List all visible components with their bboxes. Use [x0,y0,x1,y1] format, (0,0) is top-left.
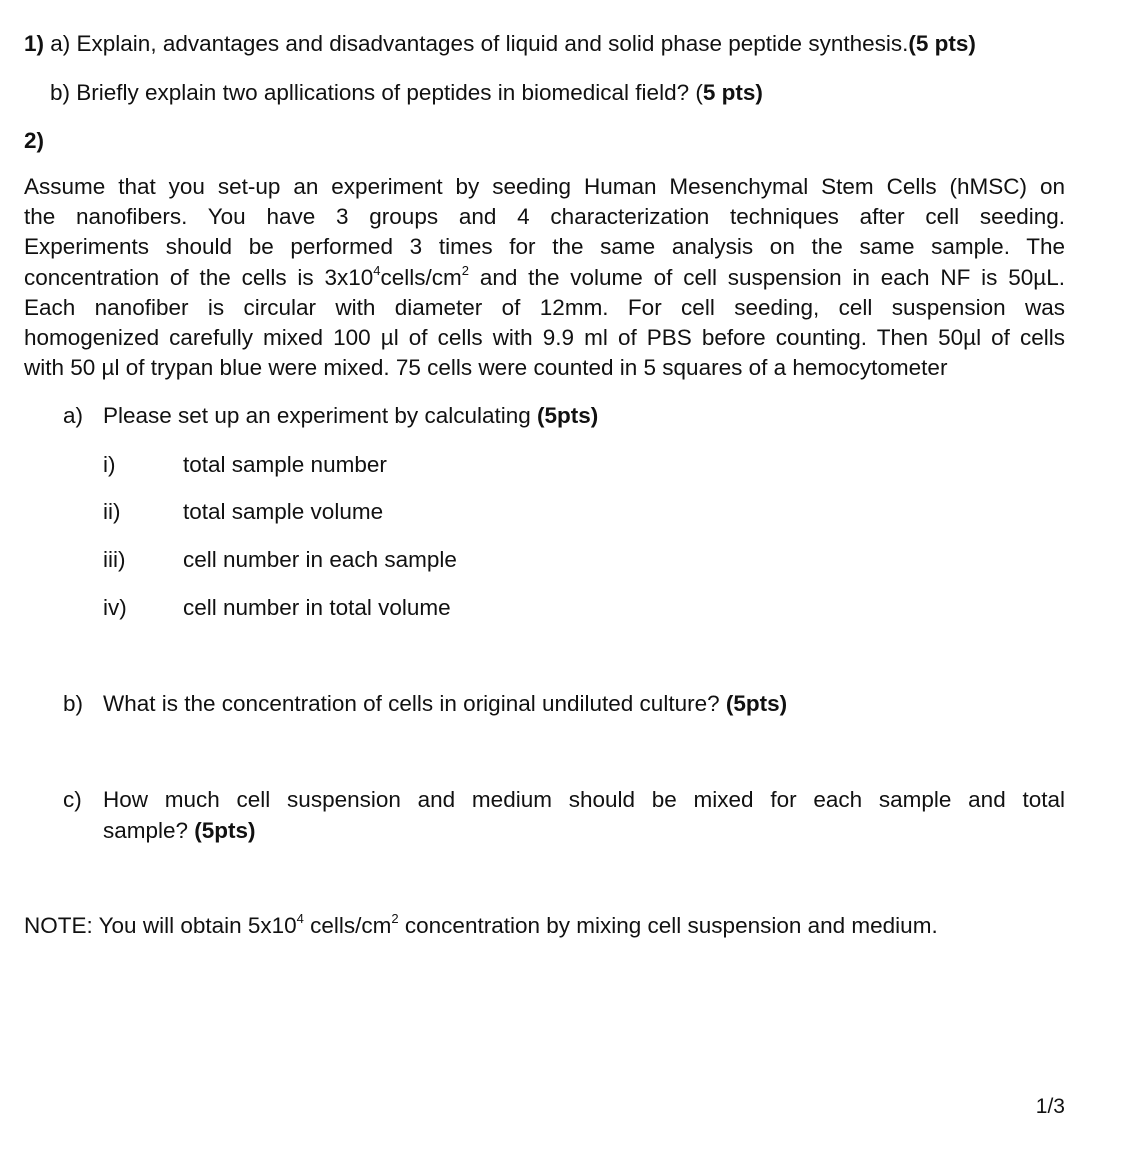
q2b-label: b) [63,691,84,716]
q2c-text-line-2 [103,817,256,845]
q2a-item-1-num: i) [103,452,116,477]
q2-para-line-4 [24,264,1065,292]
q2-para-line-4c: and the volume of cell suspension in each NF is 50µL. [469,265,1065,290]
q1a-points: (5 pts) [908,31,976,56]
q2a-item-3-text: cell number in each sample [183,547,457,572]
q2b-text: What is the concentration of cells in original undiluted culture? [103,691,726,716]
q2a-points: (5pts) [537,403,599,428]
q2a-item-3-num: iii) [103,547,126,572]
q1-number: 1) [24,31,45,56]
q2b-points: (5pts) [725,691,788,716]
superscript-square: 2 [461,262,469,278]
q2-para-line-4b: cells/cm [380,265,462,290]
q2a-item-1-text: total sample number [183,452,387,477]
q2c-label: c) [63,787,82,812]
note-line [24,912,938,940]
q2a-text: Please set up an experiment by calculating [103,403,538,428]
q1a-text: a) Explain, advantages and disadvantages of liquid and solid phase peptide synthesis. [44,31,909,56]
note-text-b: cells/cm [303,913,392,938]
superscript-exponent: 4 [373,262,381,278]
q2-para-line-3: Experiments should be performed 3 times for the same analysis on the same sample. The [24,234,1065,259]
q2a-label: a) [63,403,84,428]
q1b-points: 5 pts) [702,80,763,105]
q2a-text-line [103,402,598,430]
q2-para-line-5: Each nanofiber is circular with diameter of 12mm. For cell seeding, cell suspension was [24,295,1065,320]
q2a-item-2-text: total sample volume [183,499,384,524]
page-number: 1/3 [1035,1095,1065,1118]
q2b-line [103,690,787,718]
q2a-item-4-num: iv) [103,595,127,620]
q1b-line [50,79,763,107]
q2-para-line-2: the nanofibers. You have 3 groups and 4 characterization techniques after cell seeding. [24,204,1065,229]
q2-para-line-7: with 50 µl of trypan blue were mixed. 75 cells were counted in 5 squares of a hemocytometer [24,355,948,380]
note-text-a: NOTE: You will obtain 5x10 [24,913,297,938]
q2c-points: (5pts) [194,818,256,843]
q2-para-line-1: Assume that you set-up an experiment by seeding Human Mesenchymal Stem Cells (hMSC) on [24,174,1065,199]
q2a-item-4-text: cell number in total volume [183,595,451,620]
q2-number: 2) [24,128,45,153]
q2-para-line-4a: concentration of the cells is 3x10 [24,265,374,290]
note-text-c: concentration by mixing cell suspension and medium. [398,913,938,938]
q2a-line [63,402,83,430]
q2c-text-line-1: How much cell suspension and medium should be mixed for each sample and total [103,787,1065,812]
q2-number-line [24,127,44,155]
q2c-text-2: sample? [103,818,195,843]
q1b-text: b) Briefly explain two apllications of peptides in biomedical field? ( [50,80,703,105]
note-superscript-square: 2 [391,910,399,926]
q2-para-line-6: homogenized carefully mixed 100 µl of cells with 9.9 ml of PBS before counting. Then 50µl of cells [24,325,1065,350]
note-superscript-exponent: 4 [296,910,304,926]
q2a-item-2-num: ii) [103,499,121,524]
q1a-line [24,30,976,58]
